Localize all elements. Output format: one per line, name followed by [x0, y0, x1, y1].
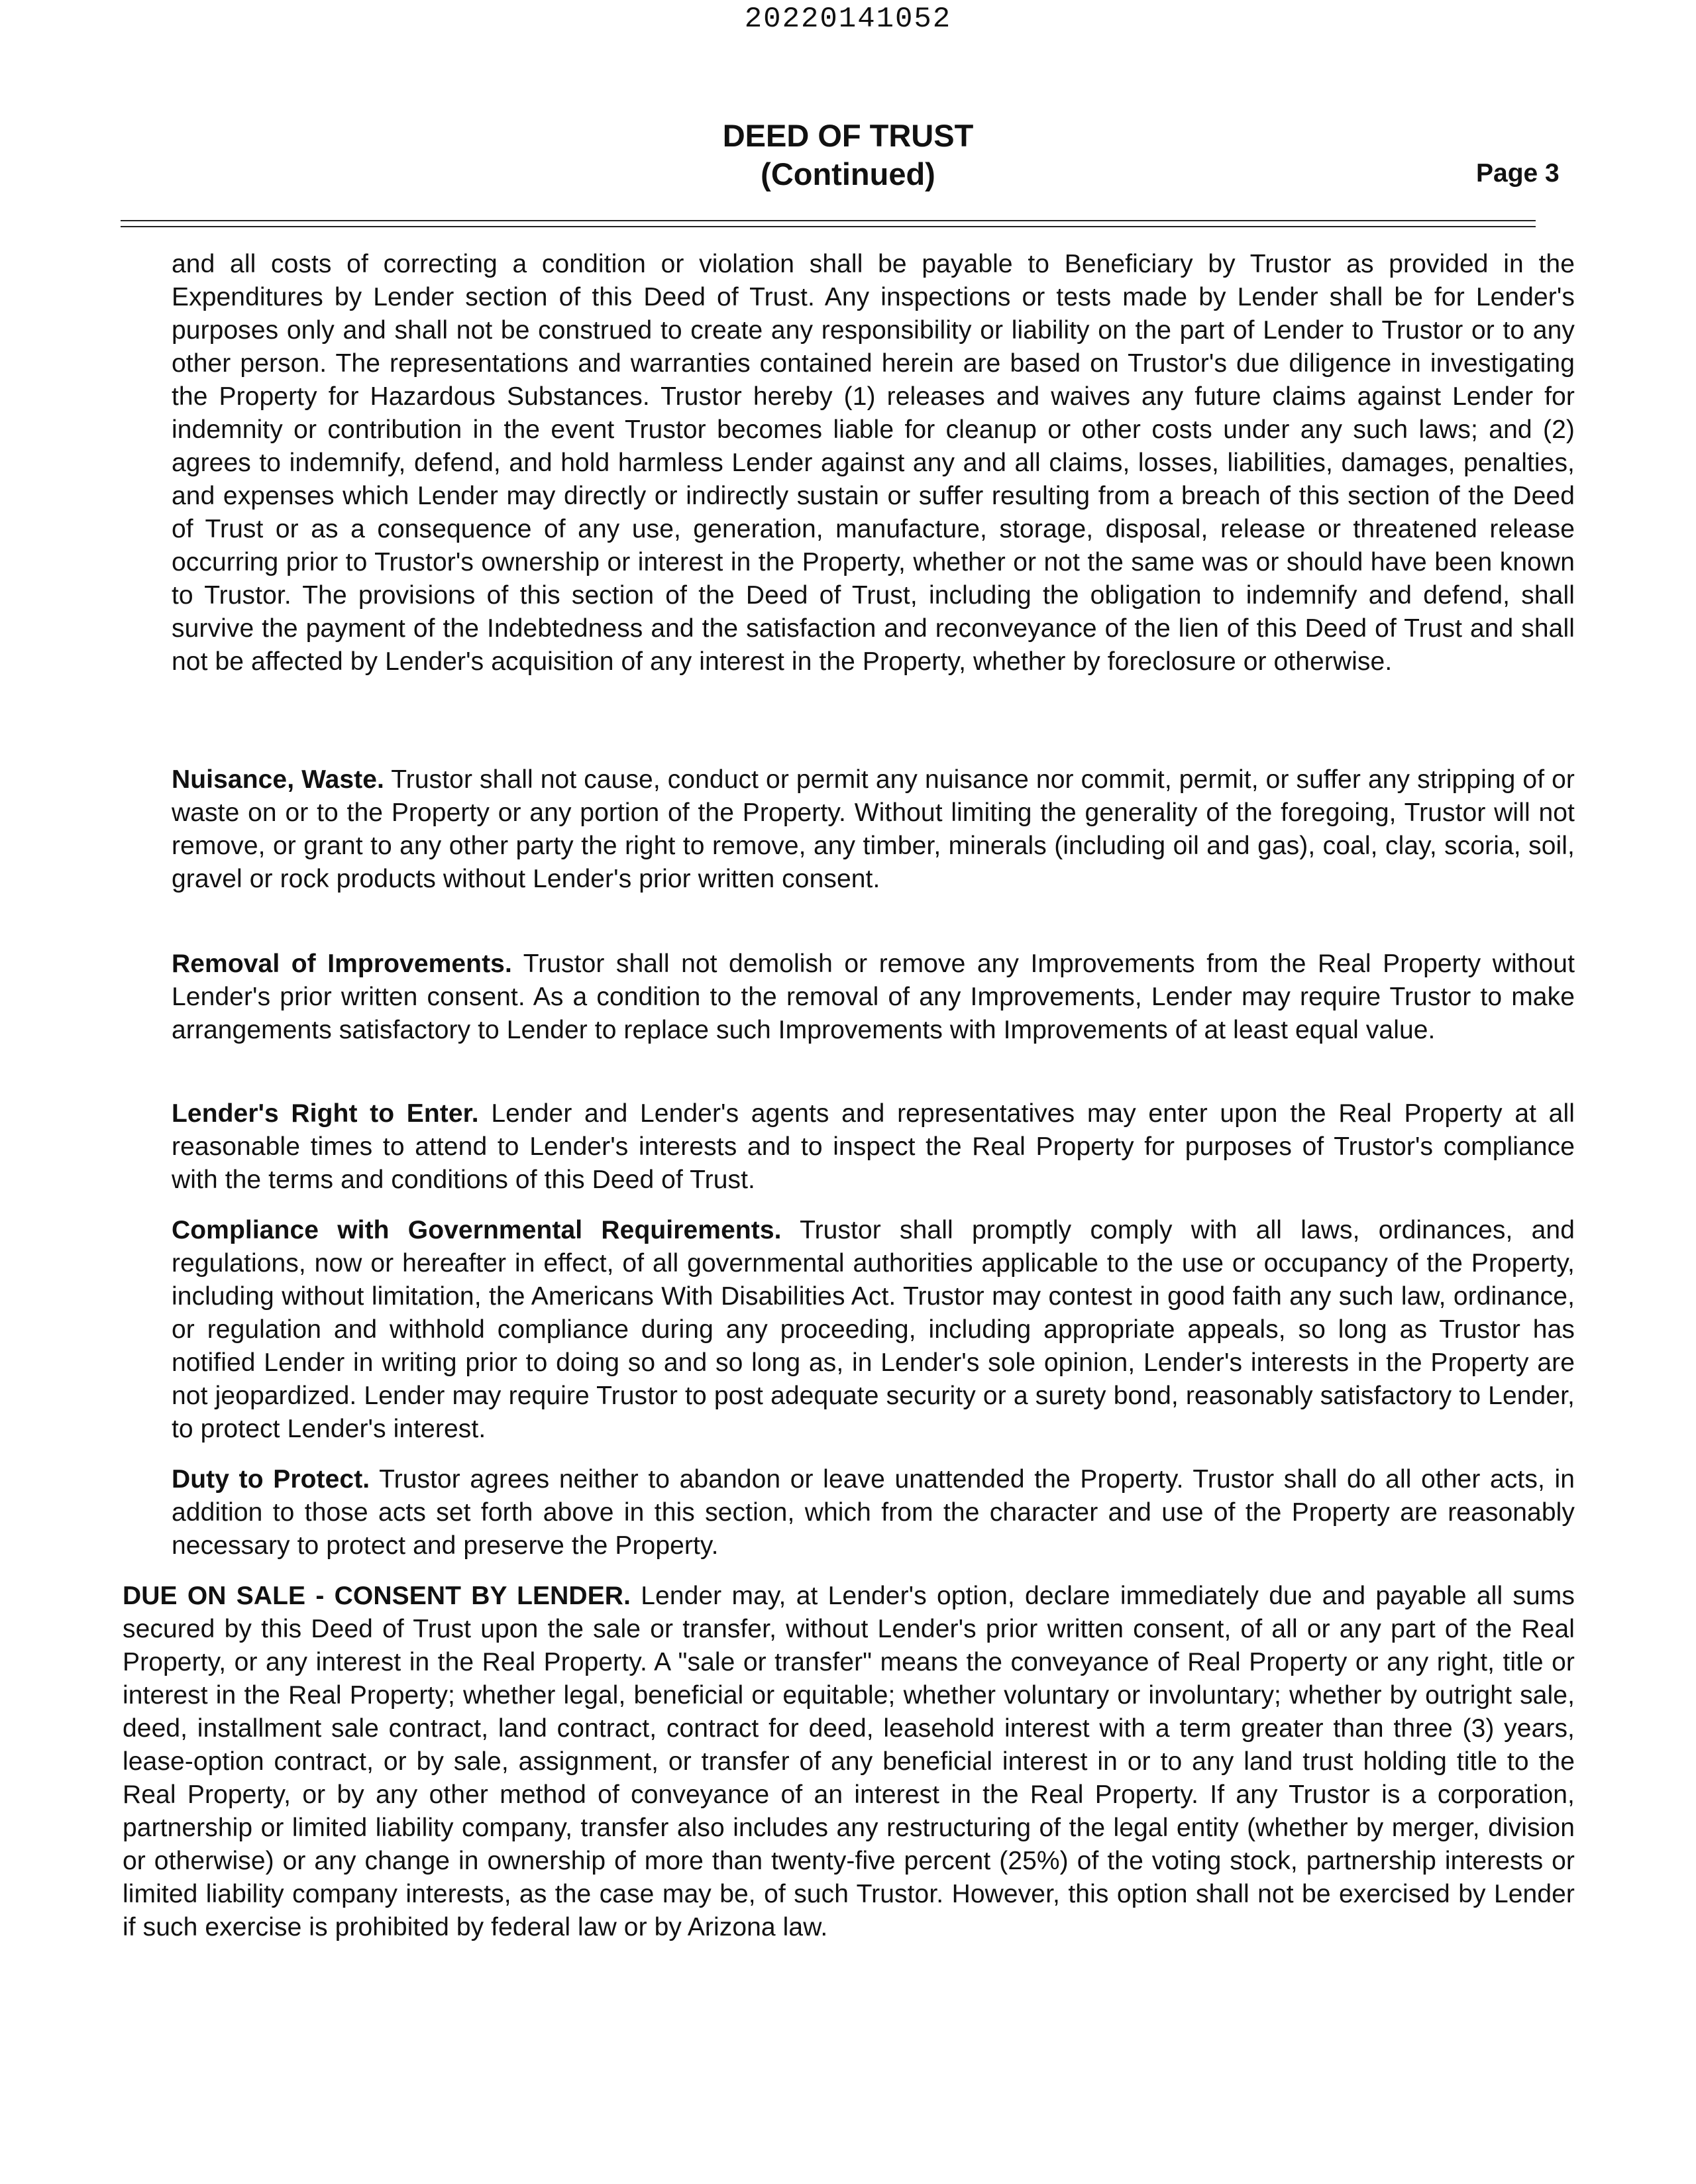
paragraph-due-on-sale: [123, 1580, 1575, 1944]
paragraph-text: and all costs of correcting a condition or violation shall be payable to Beneficiary by Trustor as provided in the Expenditures by Lender section of this Deed of Trust. Any inspections or tests made by Lender shall be for Lender's purposes only and shall not be construed to create any responsibility or liability on the part of Lender to Trustor or to any other person. The representations and warranties contained herein are based on Trustor's due diligence in investigating the Property for Hazardous Substances. Trustor hereby (1) releases and waives any future claims against Lender for indemnity or contribution in the event Trustor becomes liable for cleanup or other costs under any such laws; and (2) agrees to indemnify, defend, and hold harmless Lender against any and all claims, losses, liabilities, damages, penalties, and expenses which Lender may directly or indirectly sustain or suffer resulting from a breach of this section of the Deed of Trust or as a consequence of any use, generation, manufacture, storage, disposal, release or threatened release occurring prior to Trustor's ownership or interest in the Property, whether or not the same was or should have been known to Trustor. The provisions of this section of the Deed of Trust, including the obligation to indemnify and defend, shall survive the payment of the Indebtedness and the satisfaction and reconveyance of the lien of this Deed of Trust and shall not be affected by Lender's acquisition of any interest in the Property, whether by foreclosure or otherwise.: [172, 250, 1575, 676]
header-rule-top: [121, 220, 1536, 221]
paragraph-text: Trustor agrees neither to abandon or leave unattended the Property. Trustor shall do all other acts, in addition to those acts set forth above in this section, which from the character and use of the Property are reasonably necessary to protect and preserve the Property.: [172, 1465, 1575, 1560]
paragraph-text: Trustor shall not demolish or remove any Improvements from the Real Property without Lender's prior written consent. As a condition to the removal of any Improvements, Lender may require Trustor to make arrangements satisfactory to Lender to replace such Improvements with Improvements of at least equal value.: [172, 950, 1575, 1044]
paragraph-lenders-right-to-enter: [172, 1097, 1575, 1197]
paragraph-removal-of-improvements: [172, 948, 1575, 1047]
section-heading: Lender's Right to Enter.: [172, 1099, 479, 1128]
document-subtitle: (Continued): [761, 156, 935, 191]
paragraph-text: Lender may, at Lender's option, declare immediately due and payable all sums secured by this Deed of Trust upon the sale or transfer, without Lender's prior written consent, of all or any part of the Real Property, or any interest in the Real Property. A "sale or transfer" means the conveyance of Real Property or any right, title or interest in the Real Property; whether legal, beneficial or equitable; whether voluntary or involuntary; whether by outright sale, deed, installment sale contract, land contract, contract for deed, leasehold interest with a term greater than three (3) years, lease-option contract, or by sale, assignment, or transfer of any beneficial interest in or to any land trust holding title to the Real Property, or by any other method of conveyance of an interest in the Real Property. If any Trustor is a corporation, partnership or limited liability company, transfer also includes any restructuring of the legal entity (whether by merger, division or otherwise) or any change in ownership of more than twenty-five percent (25%) of the voting stock, partnership interests or limited liability company interests, as the case may be, of such Trustor. However, this option shall not be exercised by Lender if such exercise is prohibited by federal law or by Arizona law.: [123, 1582, 1575, 1941]
document-title-block: [0, 117, 1696, 193]
paragraph-nuisance-waste: [172, 763, 1575, 896]
paragraph-text: Trustor shall not cause, conduct or permit any nuisance nor commit, permit, or suffer any stripping of or waste on or to the Property or any portion of the Property. Without limiting the generality of the foregoing, Trustor will not remove, or grant to any other party the right to remove, any timber, minerals (including oil and gas), coal, clay, scoria, soil, gravel or rock products without Lender's prior written consent.: [172, 765, 1575, 893]
page-number: Page 3: [1476, 159, 1560, 188]
section-heading: Removal of Improvements.: [172, 950, 512, 978]
section-heading: DUE ON SALE - CONSENT BY LENDER.: [123, 1582, 631, 1610]
section-heading: Duty to Protect.: [172, 1465, 370, 1494]
paragraph-text: Trustor shall promptly comply with all laws, ordinances, and regulations, now or hereafter in effect, of all governmental authorities applicable to the use or occupancy of the Property, including without limitation, the Americans With Disabilities Act. Trustor may contest in good faith any such law, ordinance, or regulation and withhold compliance during any proceeding, including appropriate appeals, so long as Trustor has notified Lender in writing prior to doing so and so long as, in Lender's sole opinion, Lender's interests in the Property are not jeopardized. Lender may require Trustor to post adequate security or a surety bond, reasonably satisfactory to Lender, to protect Lender's interest.: [172, 1216, 1575, 1443]
recording-number: 20220141052: [744, 3, 952, 36]
paragraph-duty-to-protect: [172, 1463, 1575, 1562]
section-heading: Nuisance, Waste.: [172, 765, 384, 794]
paragraph-compliance-governmental: [172, 1214, 1575, 1446]
document-title: DEED OF TRUST: [722, 118, 974, 153]
paragraph-hazardous-substances-continued: [172, 248, 1575, 679]
paragraph-text: Lender and Lender's agents and representatives may enter upon the Real Property at all reasonable times to attend to Lender's interests and to inspect the Real Property for purposes of Trustor's compliance with the terms and conditions of this Deed of Trust.: [172, 1099, 1575, 1194]
header-rule-bottom: [121, 226, 1536, 227]
section-heading: Compliance with Governmental Requirements.: [172, 1216, 782, 1244]
